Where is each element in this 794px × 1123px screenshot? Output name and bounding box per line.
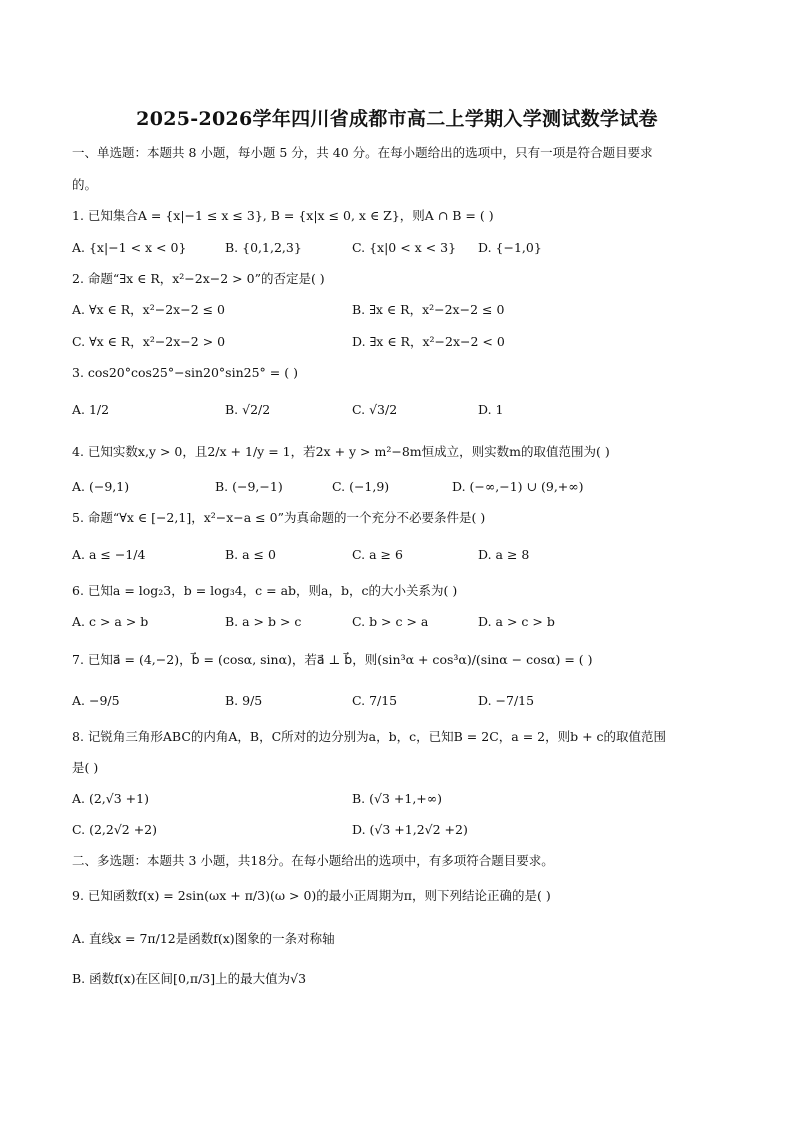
q5-option-d: D. a ≥ 8 [478,547,530,562]
q8-option-d: D. (√3 +1,2√2 +2) [352,822,468,837]
q7-option-c: C. 7/15 [352,693,398,708]
q6-option-b: B. a > b > c [225,614,302,629]
section1-header: 一、单选题：本题共 8 小题，每小题 5 分，共 40 分。在每小题给出的选项中，只有一项是符合题目要求 [72,145,653,160]
q2-option-c: C. ∀x ∈ R，x²−2x−2 > 0 [72,334,226,349]
q2-option-a: A. ∀x ∈ R，x²−2x−2 ≤ 0 [72,302,226,317]
q6-option-a: A. c > a > b [72,614,149,629]
question-1-stem: 1. 已知集合A = {x|−1 ≤ x ≤ 3}, B = {x|x ≤ 0, x ∈ Z}，则A ∩ B = ( ) [72,208,494,223]
q2-option-b: B. ∃x ∈ R，x²−2x−2 ≤ 0 [352,302,505,317]
q7-option-b: B. 9/5 [225,693,263,708]
question-6-stem: 6. 已知a = log₂3，b = log₃4，c = ab，则a，b，c的大小关系为( ) [72,583,458,598]
q3-option-c: C. √3/2 [352,402,398,417]
q7-option-a: A. −9/5 [72,693,120,708]
q4-option-a: A. (−9,1) [72,479,130,494]
q5-option-b: B. a ≤ 0 [225,547,276,562]
q5-option-c: C. a ≥ 6 [352,547,403,562]
q9-option-b: B. 函数f(x)在区间[0,π/3]上的最大值为√3 [72,971,307,986]
page-title: 2025-2026学年四川省成都市高二上学期入学测试数学试卷 [136,108,658,130]
question-8-stem: 8. 记锐角三角形ABC的内角A，B，C所对的边分别为a，b，c，已知B = 2C，a = 2，则b + c的取值范围 [72,729,667,744]
question-2-stem: 2. 命题“∃x ∈ R，x²−2x−2 > 0”的否定是( ) [72,271,325,286]
question-3-stem: 3. cos20°cos25°−sin20°sin25° = ( ) [72,365,298,380]
question-7-stem: 7. 已知a⃗ = (4,−2)，b⃗ = (cosα, sinα)，若a⃗ ⊥ b⃗，则(sin³α + cos³α)/(sinα − cosα) = ( ) [72,652,593,667]
q3-option-a: A. 1/2 [72,402,110,417]
q4-option-c: C. (−1,9) [332,479,390,494]
question-5-stem: 5. 命题“∀x ∈ [−2,1]，x²−x−a ≤ 0”为真命题的一个充分不必要条件是( ) [72,510,486,525]
q3-option-d: D. 1 [478,402,504,417]
q8-option-c: C. (2,2√2 +2) [72,822,158,837]
section2-header: 二、多选题：本题共 3 小题，共18分。在每小题给出的选项中，有多项符合题目要求。 [72,853,554,868]
section1-header-cont: 的。 [72,177,98,192]
q9-option-a: A. 直线x = 7π/12是函数f(x)图象的一条对称轴 [72,931,335,946]
q7-option-d: D. −7/15 [478,693,535,708]
q1-option-d: D. {−1,0} [478,240,542,255]
q4-option-b: B. (−9,−1) [215,479,283,494]
q3-option-b: B. √2/2 [225,402,271,417]
q6-option-d: D. a > c > b [478,614,555,629]
q6-option-c: C. b > c > a [352,614,429,629]
q5-option-a: A. a ≤ −1/4 [72,547,146,562]
q1-option-a: A. {x|−1 < x < 0} [72,240,187,255]
question-4-stem: 4. 已知实数x,y > 0，且2/x + 1/y = 1，若2x + y > m²−8m恒成立，则实数m的取值范围为( ) [72,444,610,459]
q2-option-d: D. ∃x ∈ R，x²−2x−2 < 0 [352,334,505,349]
q4-option-d: D. (−∞,−1) ∪ (9,+∞) [452,479,584,494]
q8-option-b: B. (√3 +1,+∞) [352,791,443,806]
question-8-stem-cont: 是( ) [72,760,99,775]
q1-option-c: C. {x|0 < x < 3} [352,240,457,255]
question-9-stem: 9. 已知函数f(x) = 2sin(ωx + π/3)(ω > 0)的最小正周期为π，则下列结论正确的是( ) [72,888,551,903]
q1-option-b: B. {0,1,2,3} [225,240,302,255]
q8-option-a: A. (2,√3 +1) [72,791,149,806]
